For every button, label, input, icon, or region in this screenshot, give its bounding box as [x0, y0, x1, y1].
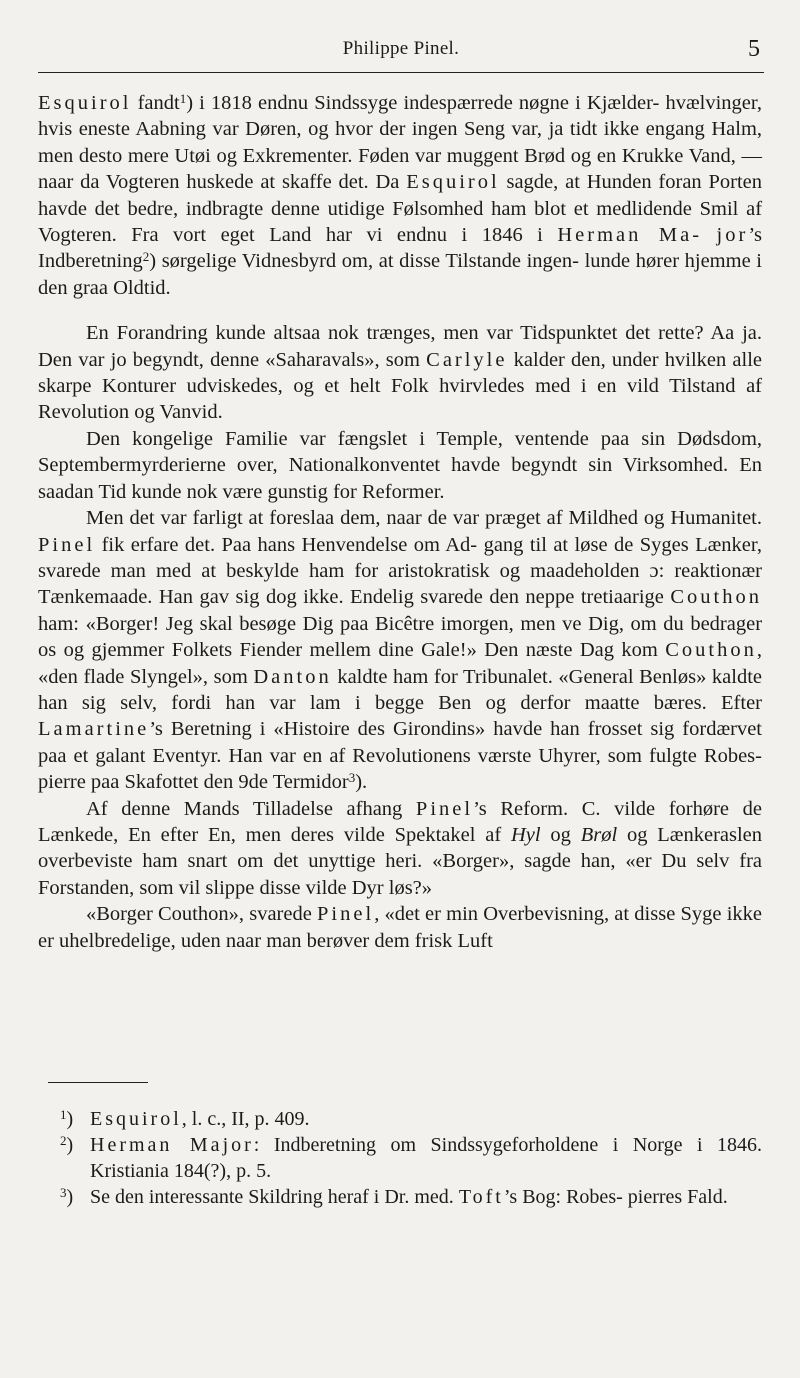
text-run: Dødsdom, Septembermyrderierne over, Nationalkonventet havde begyndt	[38, 427, 763, 477]
text-run: «Borger Couthon», svarede	[86, 903, 318, 926]
spaced-name: Lamartine	[38, 718, 150, 741]
text-run: af Vogteren. Fra vort eget Land har vi endnu i 1846 i	[38, 197, 763, 247]
text-run: og	[617, 823, 648, 846]
text-run: gang til at løse de Syges Lænker, svarede man med at beskylde ham for	[38, 533, 763, 582]
paragraph	[38, 901, 762, 954]
footnote	[56, 1184, 762, 1210]
text-run: ja tidt ikke engang Halm, men desto mere Utøi og Exkrementer. Føden	[38, 118, 763, 167]
footnote-number: 2	[60, 1133, 67, 1148]
spaced-name: Couthon	[665, 639, 757, 662]
text-run: Dag kom	[579, 639, 666, 662]
text-run: Folk hvirvledes med i en vild Tilstand af Revolution og Vanvid.	[38, 375, 763, 424]
footnote-reference: 1	[179, 91, 187, 106]
text-run: fandt	[131, 92, 180, 114]
text-run: ’s Reform. C. vilde forhøre	[473, 797, 730, 820]
text-run: kaldte ham for	[331, 665, 458, 688]
spaced-name: jor	[716, 224, 749, 247]
text-run: En Forandring kunde altsaa nok trænges, men var Tidspunktet det	[86, 322, 651, 345]
text-run: skaffe det. Da	[281, 171, 407, 194]
spaced-name: Pinel	[38, 533, 96, 556]
text-run: «Borger! Jeg skal besøge Dig paa Bicêtre imorgen, men ve Dig, om du	[85, 612, 684, 635]
footnote-mark: $^3$)	[60, 1185, 74, 1208]
text-run: ’s Beretning i	[149, 718, 266, 741]
text-run: sagde, at Hunden foran Porten havde det	[38, 171, 763, 220]
text-run: ) i 1818 endnu Sindssyge indespærrede nøgne i Kjælder-	[186, 92, 660, 114]
text-run: var muggent Brød og en Krukke Vand, — naar da Vogteren huskede at	[38, 144, 763, 194]
footnote-separator	[48, 1082, 148, 1083]
italic-word: Hyl	[510, 823, 541, 846]
text-run: disse Syge ikke er uhelbredelige, uden naar man berøver dem frisk Luft	[38, 903, 763, 952]
text-run: ).	[355, 771, 368, 794]
text-run: 1846. Kristiania 184(?), p. 5.	[90, 1134, 762, 1182]
text-run: pierre paa Skafottet den 9de Termidor	[38, 771, 349, 794]
footnote-number: 3	[60, 1185, 67, 1200]
text-run: , l. c., II, p. 409.	[181, 1108, 310, 1130]
italic-word: Brøl	[580, 823, 618, 846]
footnotes	[56, 1106, 762, 1210]
spaced-name: Carlyle	[426, 348, 508, 371]
spaced-name: Toft	[458, 1186, 504, 1208]
page-header	[38, 30, 764, 73]
text-run: kalder den, under hvilken alle skarpe Konturer udviskedes, og et helt	[38, 348, 763, 398]
spaced-name: Herman Major	[90, 1134, 254, 1156]
text-run: : Indberetning om Sindssygeforholdene i Norge i	[253, 1134, 703, 1156]
text-run: hvælvinger, hvis eneste Aabning var Døren, og hvor der ingen Seng var,	[38, 92, 763, 141]
spaced-name: Danton	[253, 665, 332, 688]
footnote	[56, 1132, 762, 1184]
paragraph	[38, 426, 762, 505]
paragraph	[38, 796, 762, 902]
spaced-name: Esquirol	[38, 92, 132, 114]
text-run: Af denne Mands Tilladelse afhang	[86, 797, 416, 820]
footnote-mark: $^1$)	[60, 1107, 74, 1130]
paragraph	[38, 90, 762, 301]
text-run: dog ikke. Endelig svarede den neppe tretiaarige	[265, 586, 671, 609]
text-run: han, «er Du selv fra Forstanden, som vil slippe disse vilde Dyr løs?»	[38, 850, 762, 899]
paragraph	[38, 505, 762, 795]
spaced-name: Couthon	[670, 586, 762, 609]
text-run: , «det er min Overbevisning, at	[374, 903, 630, 926]
footnote-number: 1	[60, 1107, 67, 1122]
text-run: ’s Bog: Robes-	[503, 1186, 623, 1208]
text-run: Tribunalet. «General Benløs» kaldte han sig selv, fordi han var lam i	[38, 665, 762, 714]
text-run: og Humanitet.	[643, 507, 762, 530]
text-run: og	[540, 823, 581, 846]
text-run: «Histoire des Girondins» havde han frosset sig fordærvet paa et galant	[38, 718, 762, 767]
text-run: Lænkeraslen overbeviste ham snart om det unyttige heri. «Borger», sagde	[38, 823, 763, 873]
text-run: de Lænkede, En efter En, men deres vilde Spektakel af	[38, 797, 762, 846]
text-run: ) sørgelige Vidnesbyrd om, at disse Tilstande ingen-	[149, 250, 579, 273]
text-run: pierres Fald.	[627, 1186, 728, 1208]
text-run: ham:	[38, 612, 79, 635]
text-run: Se den interessante Skildring heraf i Dr. med.	[90, 1186, 459, 1208]
footnote-reference: 3	[348, 770, 356, 786]
text-run: Den kongelige Familie var fængslet i Temple, ventende paa sin	[86, 427, 666, 450]
text-run: Eventyr. Han var en af Revolutionens værste Uhyrer, som fulgte Robes-	[152, 744, 762, 767]
spaced-name: Esquirol	[406, 171, 500, 194]
body-text	[38, 90, 762, 954]
text-run: Men det var farligt at foreslaa dem, naar de var præget af Mildhed	[86, 507, 638, 530]
text-run: sin Virksomhed. En saadan Tid kunde nok være gunstig for Reformer.	[38, 454, 762, 503]
text-run: aristokratisk og maadeholden ɔ: reaktionær Tænkemaade. Han gav sig	[38, 559, 762, 609]
text-run: bedre, indbragte denne utidige Følsomhed ham blot et medlidende Smil	[127, 197, 739, 220]
spaced-name: Pinel	[317, 903, 375, 926]
text-run: begge Ben og derfor maatte bæres. Efter	[374, 691, 762, 714]
spaced-name: Pinel	[415, 797, 474, 820]
text-run: , «den flade Slyngel», som	[38, 639, 762, 688]
running-title: Philippe Pinel.	[342, 38, 460, 59]
footnote-mark: $^2$)	[60, 1133, 74, 1156]
spaced-name: Herman Ma-	[557, 224, 703, 247]
footnote	[56, 1106, 762, 1132]
page-number: 5	[748, 36, 760, 62]
text-run: rette? Aa ja. Den var jo begyndt, denne «Saharavals», som	[38, 322, 762, 371]
paragraph	[38, 320, 762, 426]
text-run: bedrager os og gjemmer Folkets Fiender mellem dine Gale!» Den næste	[38, 612, 763, 662]
text-run: ’s Indberetning	[38, 224, 763, 273]
footnote-reference: 2	[142, 249, 150, 265]
text-run: lunde hører hjemme i den graa Oldtid.	[38, 250, 762, 299]
text-run: fik erfare det. Paa hans Henvendelse om Ad-	[95, 533, 478, 556]
spaced-name: Esquirol	[90, 1108, 182, 1130]
